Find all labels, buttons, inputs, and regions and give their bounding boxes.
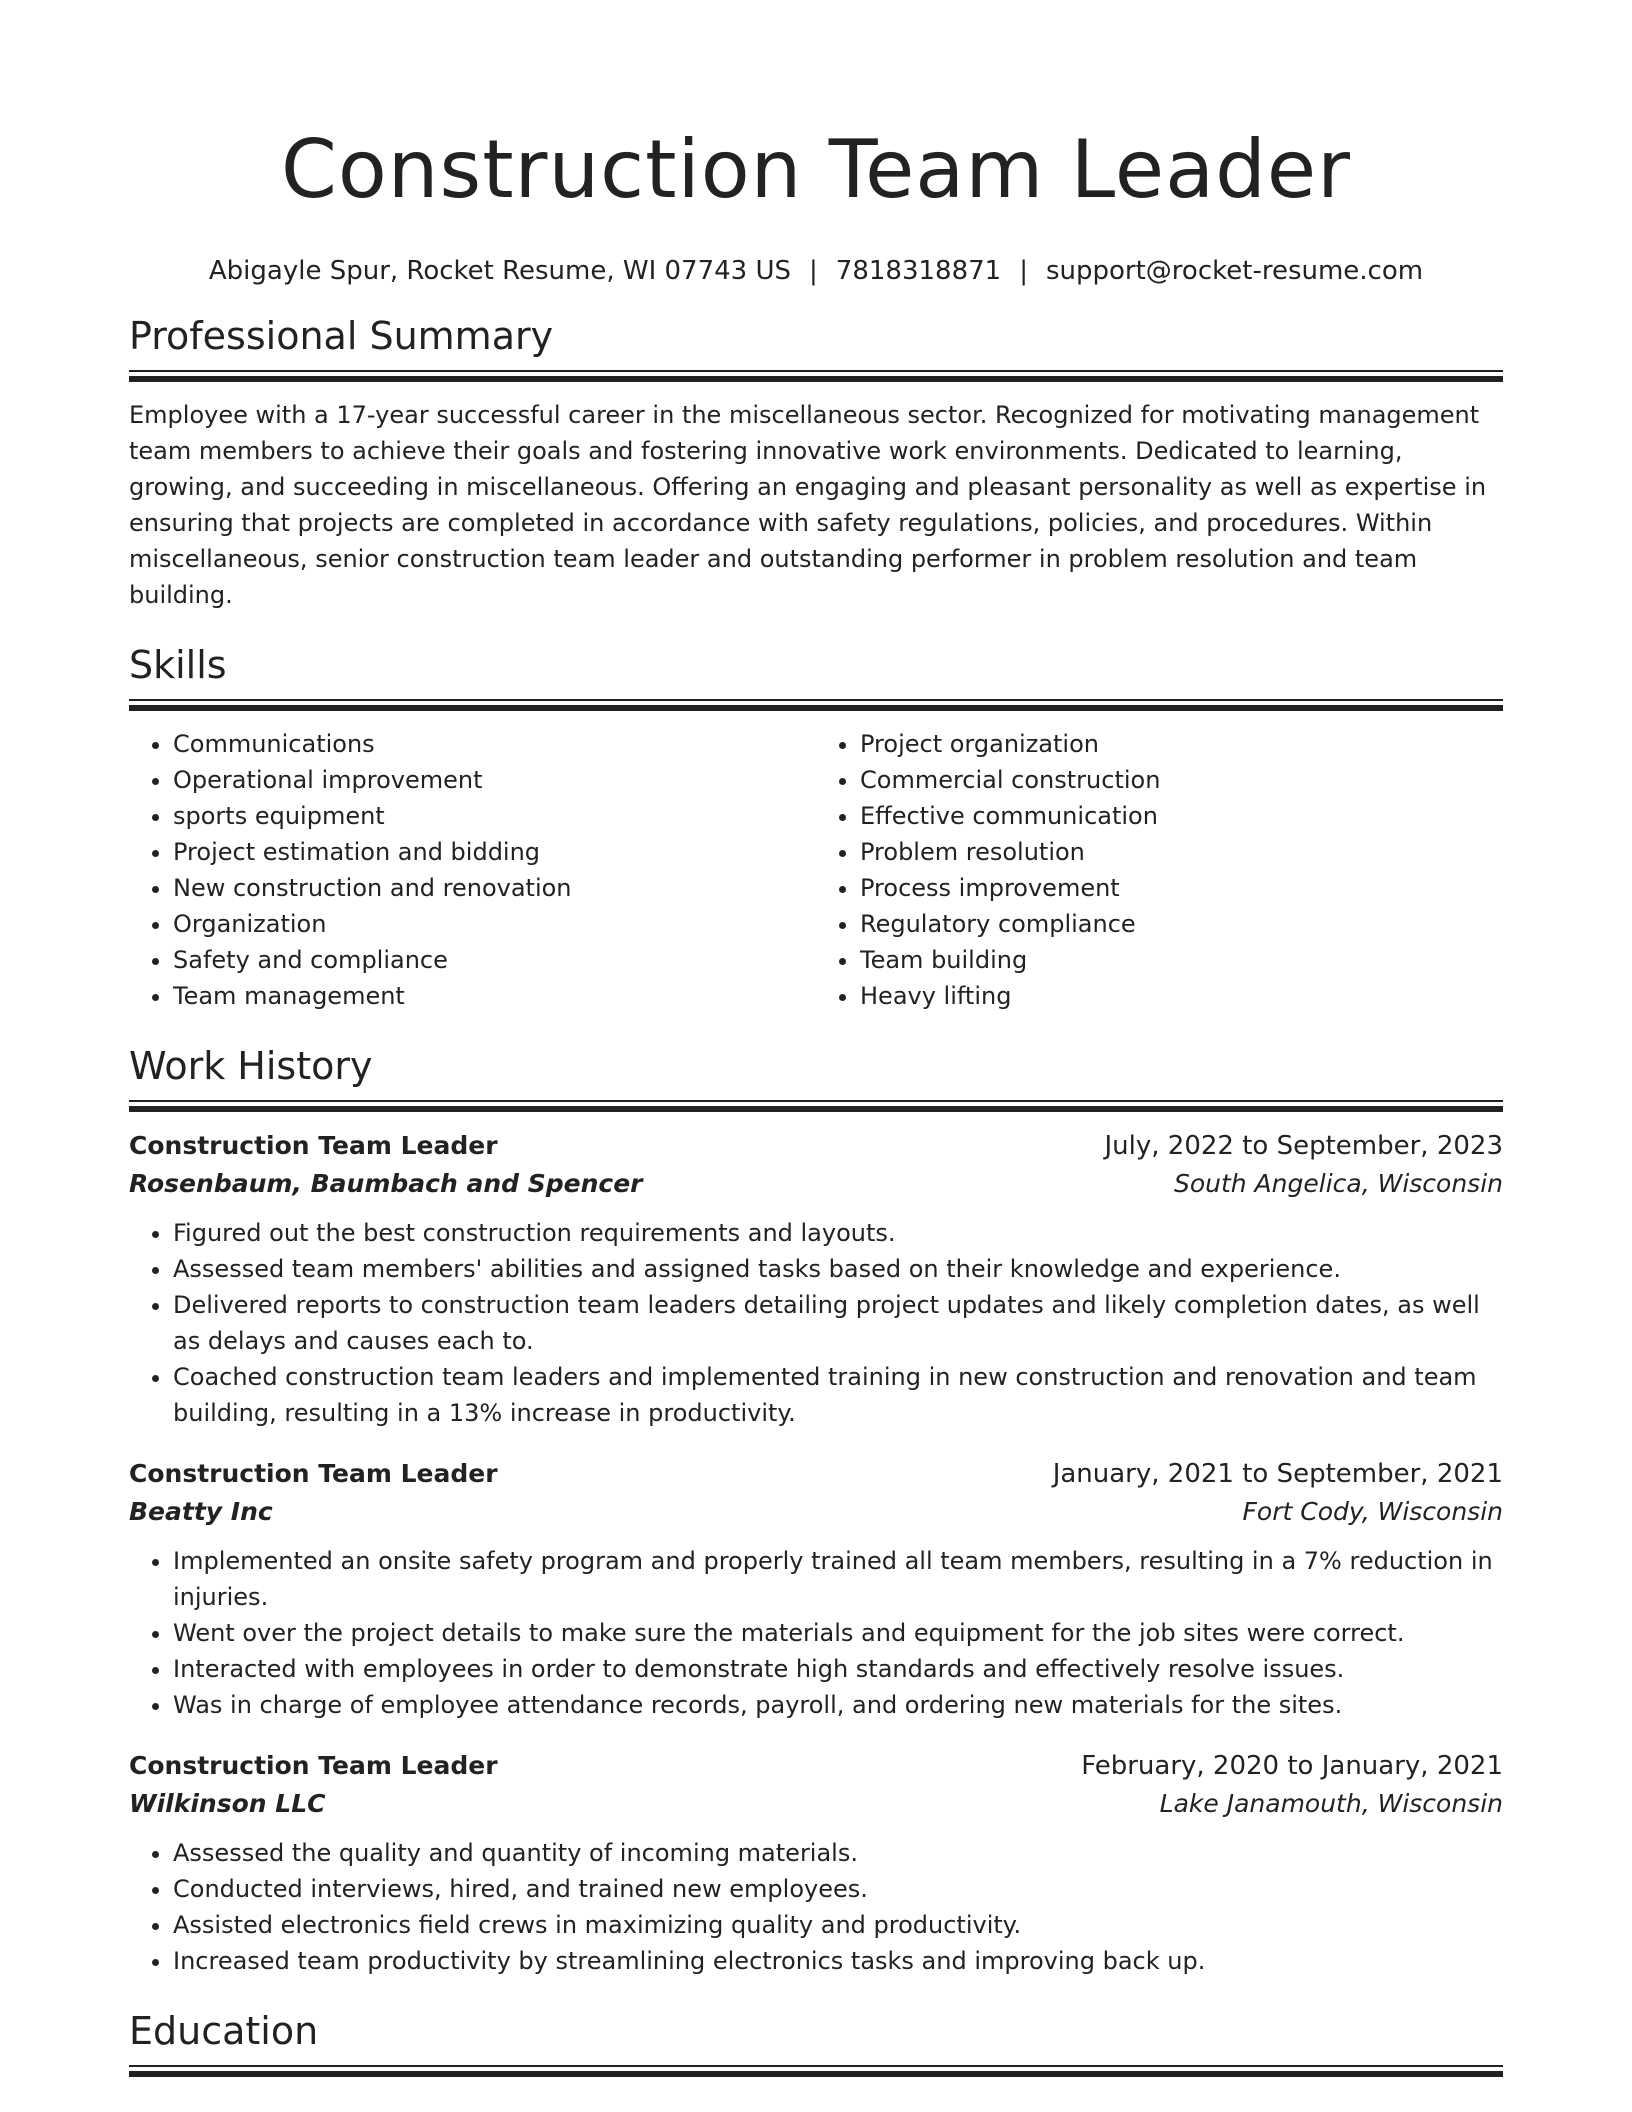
contact-email: support@rocket-resume.com [1045, 256, 1424, 286]
skill-item: • Commercial construction [860, 762, 1503, 798]
job-bullet: • Increased team productivity by streamlining electronics tasks and improving back up. [173, 1943, 1503, 1979]
job-header-row [129, 1455, 1503, 1493]
skill-item: • New construction and renovation [173, 870, 816, 906]
job-bullet: • Conducted interviews, hired, and trained new employees. [173, 1871, 1503, 1907]
job-bullet: • Assessed team members' abilities and assigned tasks based on their knowledge and experience. [173, 1251, 1503, 1287]
summary-section [129, 312, 1503, 613]
skill-item: • Organization [173, 906, 816, 942]
job-company: Rosenbaum, Baumbach and Spencer [129, 1169, 643, 1198]
job-title: Construction Team Leader [129, 1459, 498, 1488]
summary-text: Employee with a 17-year successful career in the miscellaneous sector. Recognized for motivating management team members to achieve their goals and fostering innovative work environments. Dedicated to learning, growing, and succeeding in miscellaneous. Offering an engaging and pleasant personality as well as expertise in ensuring that projects are completed in accordance with safety regulations, policies, and procedures. Within miscellaneous, senior construction team leader and outstanding performer in problem resolution and team building. [129, 401, 1487, 609]
job-bullet: • Was in charge of employee attendance records, payroll, and ordering new materials for the sites. [173, 1687, 1503, 1723]
job-bullet: • Went over the project details to make sure the materials and equipment for the job sites were correct. [173, 1615, 1503, 1651]
job-bullet: • Assessed the quality and quantity of incoming materials. [173, 1835, 1503, 1871]
job-company-row [129, 1493, 1503, 1531]
skill-item: • sports equipment [173, 798, 816, 834]
contact-phone: 7818318871 [835, 256, 1002, 286]
skill-item: • Safety and compliance [173, 942, 816, 978]
summary-heading: Professional Summary [129, 314, 554, 358]
job-company: Beatty Inc [129, 1497, 273, 1526]
resume-title: Construction Team Leader [281, 123, 1351, 216]
contact-address: Abigayle Spur, Rocket Resume, WI 07743 US [208, 256, 792, 286]
work-history-heading: Work History [129, 1044, 373, 1088]
skills-heading: Skills [129, 643, 227, 687]
job-title: Construction Team Leader [129, 1131, 498, 1160]
skill-item: • Communications [173, 726, 816, 762]
job-entry [129, 1127, 1503, 1431]
skill-item: • Operational improvement [173, 762, 816, 798]
education-section [129, 2007, 1503, 2078]
job-company: Wilkinson LLC [129, 1789, 326, 1818]
skills-list-right [816, 726, 1503, 1014]
job-dates: January, 2021 to September, 2021 [1052, 1459, 1503, 1489]
contact-line [129, 254, 1503, 288]
job-location: Fort Cody, Wisconsin [1242, 1497, 1503, 1526]
skill-item: • Process improvement [860, 870, 1503, 906]
job-dates: February, 2020 to January, 2021 [1081, 1751, 1503, 1781]
job-title: Construction Team Leader [129, 1751, 498, 1780]
contact-separator: | [809, 256, 818, 286]
section-divider [129, 370, 1503, 383]
job-company-row [129, 1165, 1503, 1203]
work-history-section [129, 1042, 1503, 1979]
skill-item: • Project estimation and bidding [173, 834, 816, 870]
job-bullet: • Figured out the best construction requirements and layouts. [173, 1215, 1503, 1251]
skill-item: • Regulatory compliance [860, 906, 1503, 942]
job-bullet: • Interacted with employees in order to demonstrate high standards and effectively resolve issues. [173, 1651, 1503, 1687]
section-divider [129, 2065, 1503, 2078]
skills-columns [129, 726, 1503, 1014]
skills-section [129, 641, 1503, 1014]
job-entry [129, 1747, 1503, 1979]
skill-item: • Team management [173, 978, 816, 1014]
section-divider [129, 1100, 1503, 1113]
job-company-row [129, 1785, 1503, 1823]
job-bullets [129, 1215, 1503, 1431]
skill-item: • Problem resolution [860, 834, 1503, 870]
section-divider [129, 699, 1503, 712]
job-location: Lake Janamouth, Wisconsin [1159, 1789, 1503, 1818]
job-location: South Angelica, Wisconsin [1173, 1169, 1503, 1198]
skill-item: • Team building [860, 942, 1503, 978]
job-bullet: • Delivered reports to construction team leaders detailing project updates and likely completion dates, as well as delays and causes each to. [173, 1287, 1503, 1359]
skill-item: • Effective communication [860, 798, 1503, 834]
job-bullet: • Assisted electronics field crews in maximizing quality and productivity. [173, 1907, 1503, 1943]
job-entry [129, 1455, 1503, 1723]
job-bullet: • Implemented an onsite safety program and properly trained all team members, resulting in a 7% reduction in injuries. [173, 1543, 1503, 1615]
education-heading: Education [129, 2009, 319, 2053]
contact-separator: | [1019, 256, 1028, 286]
job-header-row [129, 1127, 1503, 1165]
skill-item: • Heavy lifting [860, 978, 1503, 1014]
job-dates: July, 2022 to September, 2023 [1104, 1131, 1503, 1161]
job-header-row [129, 1747, 1503, 1785]
job-bullets [129, 1543, 1503, 1723]
skills-list-left [129, 726, 816, 1014]
job-bullet: • Coached construction team leaders and implemented training in new construction and renovation and team building, resulting in a 13% increase in productivity. [173, 1359, 1503, 1431]
job-bullets [129, 1835, 1503, 1979]
skill-item: • Project organization [860, 726, 1503, 762]
